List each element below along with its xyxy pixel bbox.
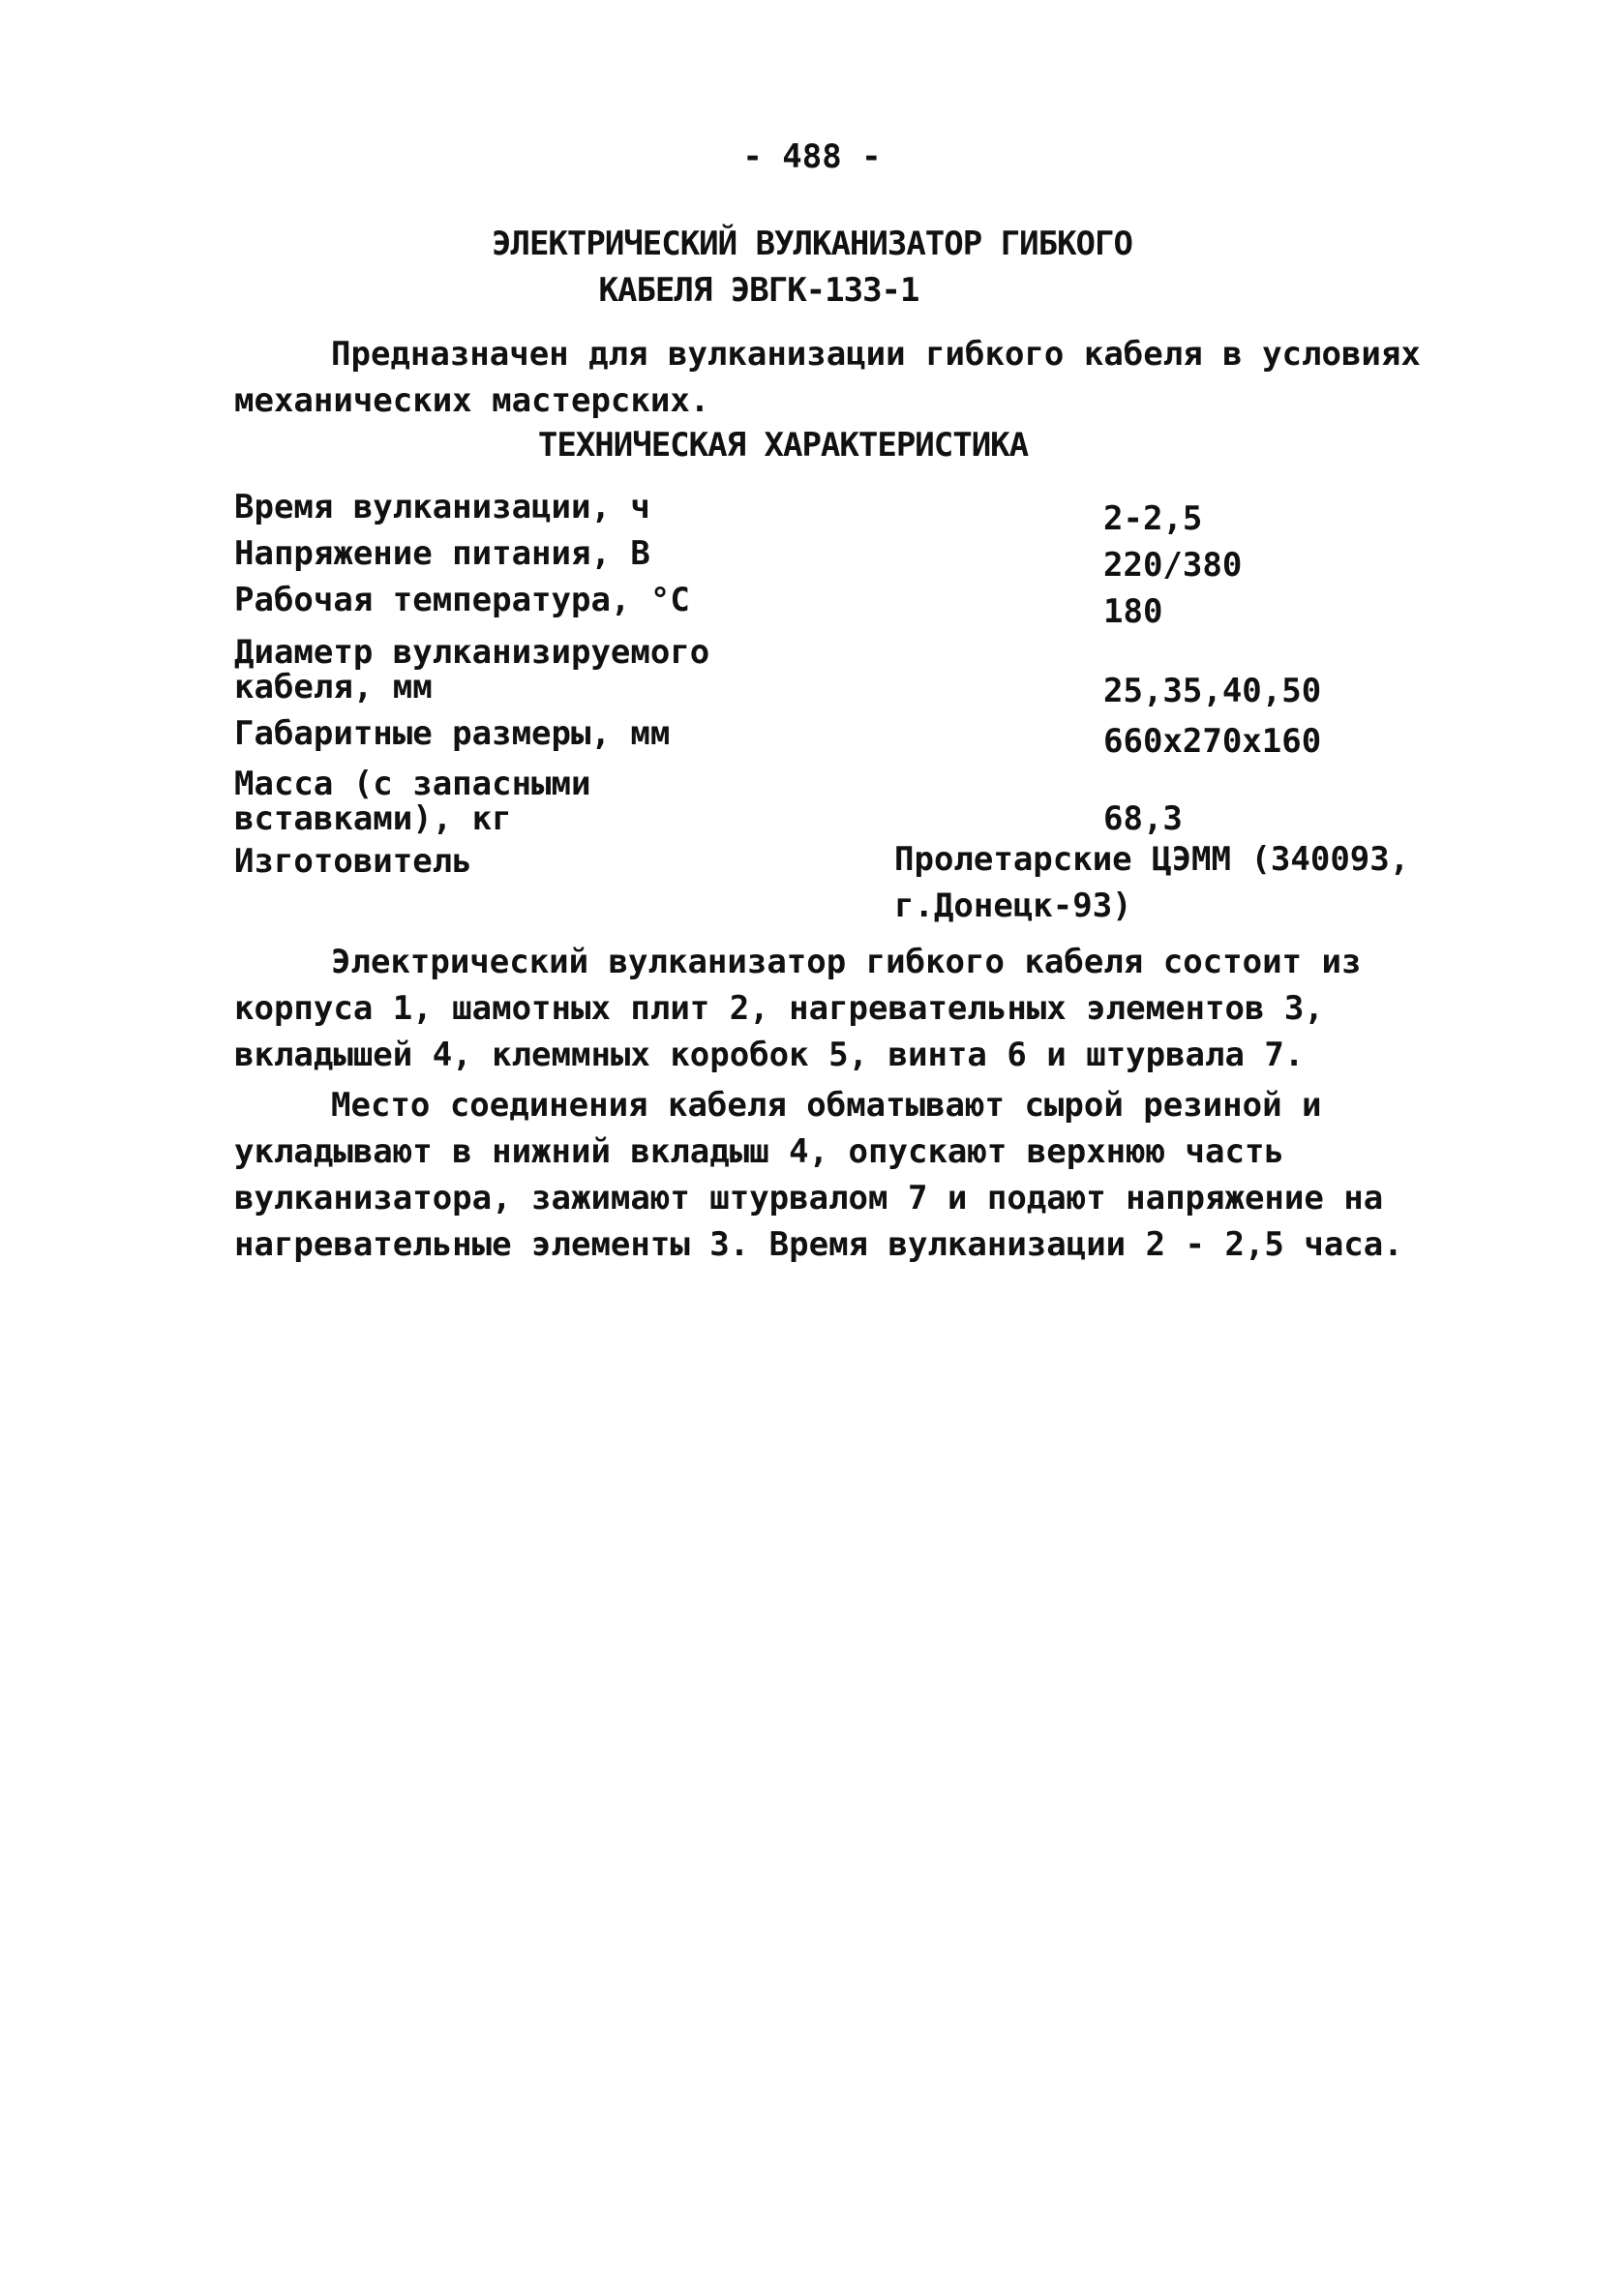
spec-label: Напряжение питания, В: [234, 534, 650, 573]
specs-heading: ТЕХНИЧЕСКАЯ ХАРАКТЕРИСТИКА: [537, 426, 1029, 465]
spec-label: Изготовитель: [234, 842, 472, 881]
spec-value: Пролетарские ЦЭММ (340093, г.Донецк-93): [894, 840, 1410, 925]
spec-row: [234, 583, 1492, 629]
spec-value: 660x270x160: [1103, 722, 1322, 761]
title-line-1: ЭЛЕКТРИЧЕСКИЙ ВУЛКАНИЗАТОР ГИБКОГО: [492, 225, 1132, 263]
spec-label: Рабочая температура, °С: [234, 581, 690, 619]
spec-value: 2-2,5: [1103, 499, 1203, 538]
body-paragraph-1: Электрический вулканизатор гибкого кабеля состоит из корпуса 1, шамотных плит 2, нагревательных элементов 3, вкладышей 4, клеммных коробок 5, винта 6 и штурвала 7.: [234, 943, 1362, 1074]
title-line-2: КАБЕЛЯ ЭВГК-133-1: [598, 271, 919, 310]
body-paragraph-2: Место соединения кабеля обматывают сырой резиной и укладывают в нижний вкладыш 4, опускают верхнюю часть вулканизатора, зажимают штурвалом 7 и подают напряжение на нагревательные элементы 3. Время вулканизации 2 - 2,5 часа.: [234, 1086, 1403, 1264]
page-number: - 488 -: [742, 137, 882, 176]
spec-label: Габаритные размеры, мм: [234, 714, 671, 753]
spec-row: [234, 708, 1492, 759]
spec-row: [234, 836, 1492, 929]
spec-value: 25,35,40,50: [1103, 672, 1322, 710]
spec-row: [234, 536, 1492, 583]
document-title: [0, 221, 1624, 314]
intro-paragraph: [234, 331, 1434, 424]
spec-row: [234, 490, 1492, 536]
specs-table: [234, 490, 1492, 929]
spec-row: [234, 629, 1492, 708]
spec-value: 180: [1103, 592, 1163, 631]
spec-label: Масса (с запасными вставками), кг: [234, 765, 591, 838]
intro-line-1: Предназначен для вулканизации гибкого кабеля в условиях: [331, 335, 1421, 374]
spec-label: Диаметр вулканизируемого кабеля, мм: [234, 633, 710, 707]
spec-value: 68,3: [1103, 799, 1183, 838]
intro-line-2: механических мастерских.: [234, 381, 710, 420]
spec-label: Время вулканизации, ч: [234, 488, 650, 526]
spec-row: [234, 759, 1492, 836]
spec-value: 220/380: [1103, 546, 1243, 585]
body-text: [234, 939, 1473, 1272]
